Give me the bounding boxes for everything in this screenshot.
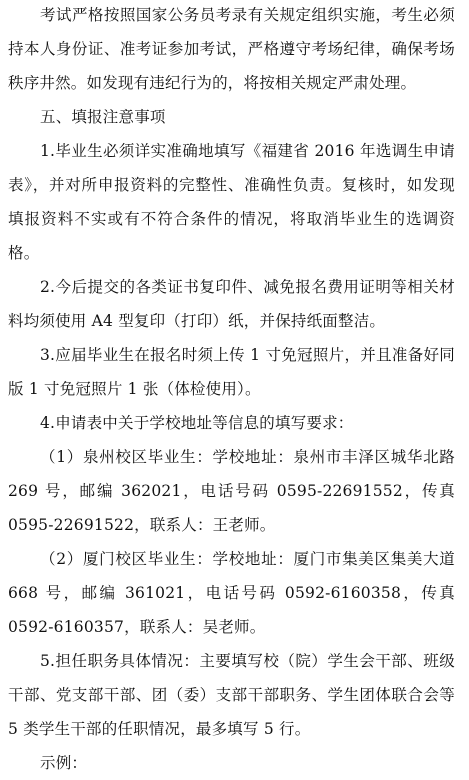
example-label: 示例： bbox=[40, 754, 88, 772]
exam-discipline-paragraph: 考试严格按照国家公务员考录有关规定组织实施，考生必须持本人身份证、准考证参加考试，严格遵守考场纪律，确保考场秩序井然。如发现有违纪行为的，将按相关规定严肃处理。 bbox=[8, 6, 455, 92]
item-1-paragraph: 1.毕业生必须详实准确地填写《福建省 2016 年选调生申请表》，并对所申报资料的完整性、准确性负责。复核时，如发现填报资料不实或有不符合条件的情况，将取消毕业生的选调资格。 bbox=[8, 142, 455, 262]
xiamen-campus-paragraph: （2）厦门校区毕业生：学校地址：厦门市集美区集美大道 668 号，邮编 361021，电话号码 0592-6160358，传真 0592-6160357，联系人：吴老师。 bbox=[8, 550, 455, 636]
section-heading-filing-notes: 五、填报注意事项 bbox=[40, 108, 166, 126]
quanzhou-campus-paragraph: （1）泉州校区毕业生：学校地址：泉州市丰泽区城华北路 269 号，邮编 362021，电话号码 0595-22691552，传真 0595-22691522，联系人：王老师。 bbox=[8, 448, 455, 534]
item-3-paragraph: 3.应届毕业生在报名时须上传 1 寸免冠照片，并且准备好同版 1 寸免冠照片 1 张（体检使用）。 bbox=[8, 346, 455, 398]
item-4-paragraph: 4.申请表中关于学校地址等信息的填写要求： bbox=[40, 414, 354, 432]
item-2-paragraph: 2.今后提交的各类证书复印件、减免报名费用证明等相关材料均须使用 A4 型复印（打印）纸，并保持纸面整洁。 bbox=[8, 278, 455, 330]
item-5-paragraph: 5.担任职务具体情况：主要填写校（院）学生会干部、班级干部、党支部干部、团（委）支部干部职务、学生团体联合会等 5 类学生干部的任职情况，最多填写 5 行。 bbox=[8, 652, 455, 738]
